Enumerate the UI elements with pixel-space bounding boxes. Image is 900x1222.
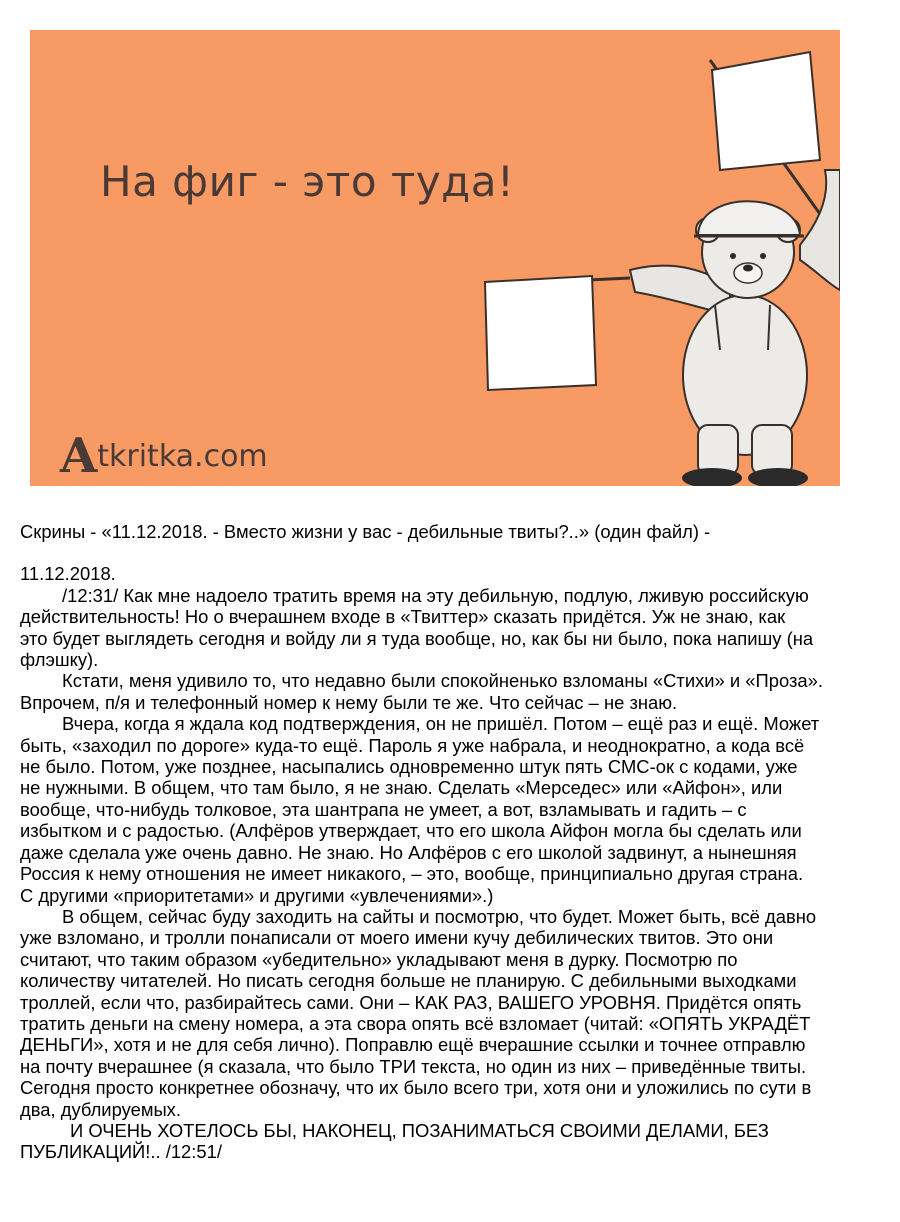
text-line: на почту вчерашнее (я сказала, что было ТРИ текста, но один из них – приведённые твиты. xyxy=(20,1055,807,1077)
text-line: /12:31/ Как мне надоело тратить время на эту дебильную, подлую, лживую российскую xyxy=(62,584,809,606)
text-line: количеству читателей. Но писать сегодня больше не планирую. С дебильными выходками xyxy=(20,970,797,992)
text-line: С другими «приоритетами» и другими «увлечениями».) xyxy=(20,884,494,906)
atkritka-logo xyxy=(60,428,268,484)
blank-line xyxy=(20,542,880,563)
logo-text: tkritka.com xyxy=(97,439,268,474)
text-line: не было. Потом, уже позднее, насыпались одновременно штук пять СМС-ок с кодами, уже xyxy=(20,756,798,778)
text-line: уже взломано, и тролли понаписали от моего имени кучу дебилических твитов. Это они xyxy=(20,927,774,949)
text-line: ПУБЛИКАЦИЙ!.. /12:51/ xyxy=(20,1141,222,1163)
text-line: быть, «заходил по дороге» куда-то ещё. Пароль я уже набрала, и неоднократно, а кода всё xyxy=(20,734,805,756)
text-line: Россия к нему отношения не имеет никакого, – это, вообще, принципиально другая страна. xyxy=(20,863,804,885)
text-line: даже сделала уже очень давно. Не знаю. Но Алфёров с его школой задвинут, а нынешняя xyxy=(20,841,797,863)
text-line: Скрины - «11.12.2018. - Вместо жизни у вас - дебильные твиты?..» (один файл) - xyxy=(20,521,711,542)
text-line: ДЕНЬГИ», хотя и не для себя лично). Поправлю ещё вчерашние ссылки и точнее отправлю xyxy=(20,1034,806,1056)
text-line: избытком и с радостью. (Алфёров утверждает, что его школа Айфон могла бы сделать или xyxy=(20,820,802,842)
text-line: флэшку). xyxy=(20,649,99,671)
postcard-image xyxy=(30,30,840,486)
text-line: Вчера, когда я ждала код подтверждения, он не пришёл. Потом – ещё раз и ещё. Может xyxy=(62,713,820,735)
article-text xyxy=(20,521,880,1163)
text-line: В общем, сейчас буду заходить на сайты и посмотрю, что будет. Может быть, всё давно xyxy=(62,905,817,927)
text-line: тратить деньги на смену номера, а эта свора опять всё взломает (читай: «ОПЯТЬ УКРАДЁТ xyxy=(20,1012,811,1034)
text-line: не нужными. В общем, что там было, я не знаю. Сделать «Мерседес» или «Айфон», или xyxy=(20,777,783,799)
text-line: вообще, что-нибудь толковое, эта шантрапа не умеет, а вот, взламывать и гадить – с xyxy=(20,798,747,820)
text-line: И ОЧЕНЬ ХОТЕЛОСЬ БЫ, НАКОНЕЦ, ПОЗАНИМАТЬСЯ СВОИМИ ДЕЛАМИ, БЕЗ xyxy=(70,1119,769,1141)
text-line: троллей, если что, разбирайтесь сами. Они – КАК РАЗ, ВАШЕГО УРОВНЯ. Придётся опять xyxy=(20,991,802,1013)
lower-flag xyxy=(485,276,630,390)
text-line: это будет выглядеть сегодня и войду ли я туда вообще, но, как бы ни было, пока напишу (на xyxy=(20,627,814,649)
teddy-bear-with-signal-flags-icon xyxy=(30,30,840,486)
text-line: Впрочем, п/я и телефонный номер к нему были те же. Что сейчас – не знаю. xyxy=(20,691,678,713)
text-line: Сегодня просто конкретнее обозначу, что их было всего три, хотя они и уложились по сути в xyxy=(20,1077,812,1099)
text-line: действительность! Но о вчерашнем входе в «Твиттер» сказать придётся. Уж не знаю, как xyxy=(20,606,786,628)
text-line: считают, что таким образом «убедительно» укладывают меня в дурку. Посмотрю по xyxy=(20,948,738,970)
text-line: 11.12.2018. xyxy=(20,563,116,585)
logo-letter: A xyxy=(60,428,98,484)
text-line: два, дублируемых. xyxy=(20,1098,181,1120)
postcard-caption: На фиг - это туда! xyxy=(100,157,515,206)
text-line: Кстати, меня удивило то, что недавно были спокойненько взломаны «Стихи» и «Проза». xyxy=(62,670,823,692)
